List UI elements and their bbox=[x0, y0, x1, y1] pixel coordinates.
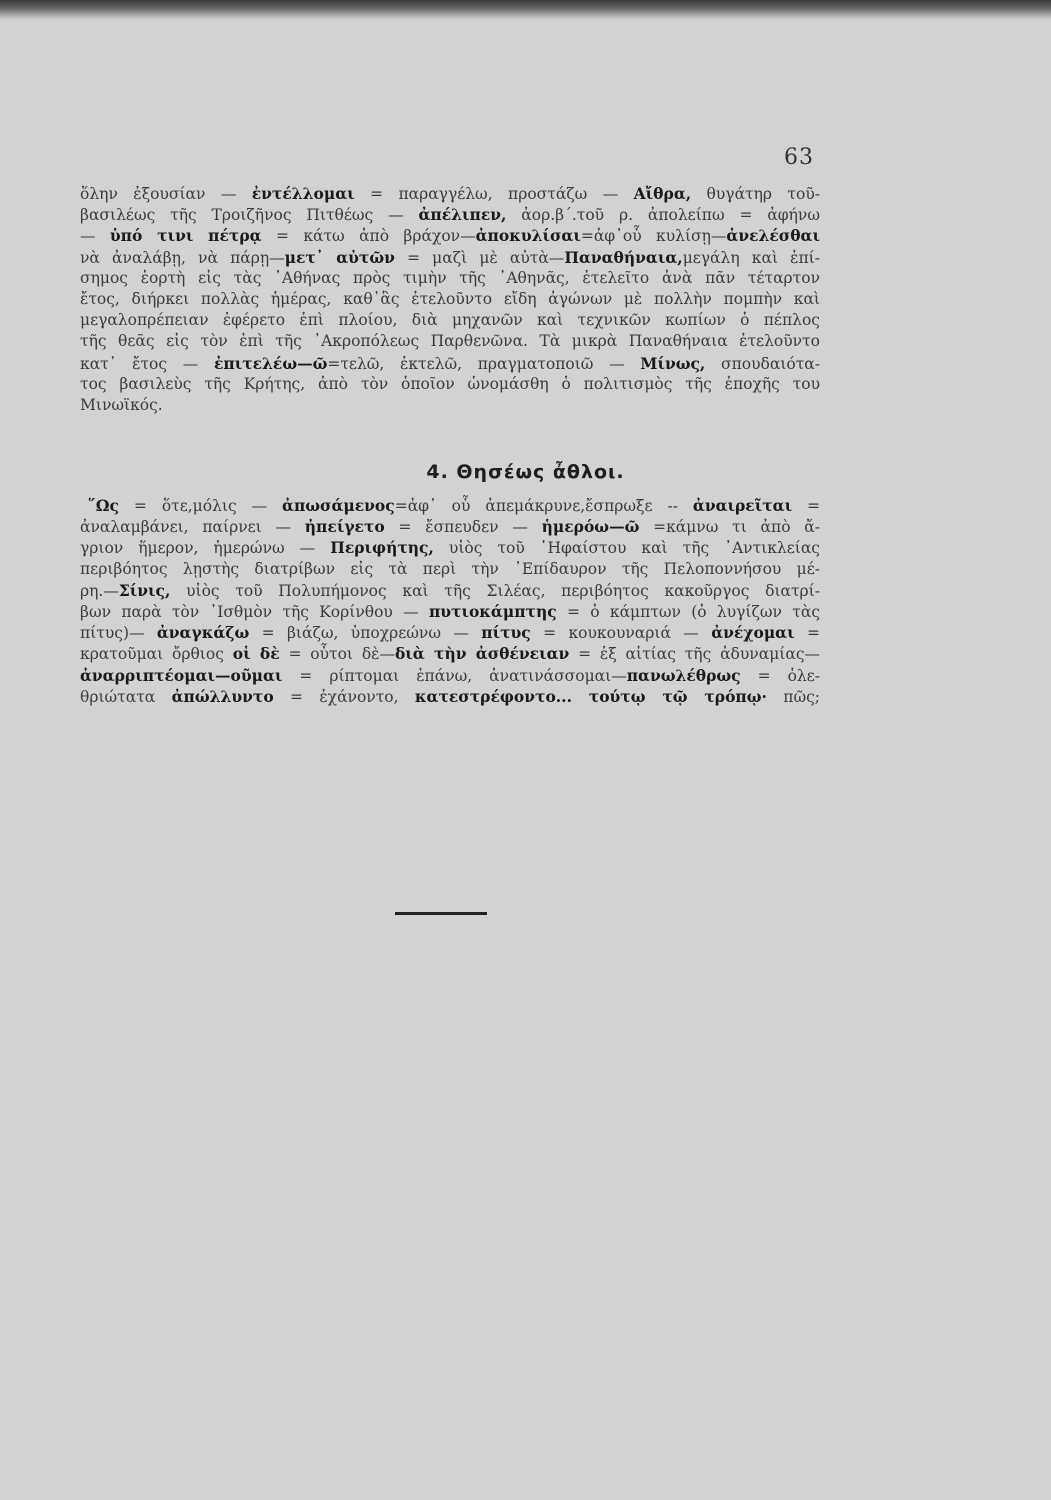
text-run: — bbox=[80, 227, 110, 246]
text-run: τῆς θεᾶς εἰς τὸν ἐπὶ τῆς ᾽Ακροπόλεως Παρθενῶνα. Τὰ μικρὰ Παναθήναια ἐτελοῦντο bbox=[80, 332, 820, 351]
glossary-line bbox=[80, 268, 820, 289]
scan-top-edge bbox=[0, 0, 1051, 20]
glossary-term: ἐπιτελέω—ῶ bbox=[213, 353, 328, 373]
text-run: = κουκουναριά — bbox=[530, 624, 712, 643]
glossary-term: Σίνις, bbox=[118, 580, 171, 600]
glossary-term: πανωλέθρως bbox=[626, 665, 741, 685]
glossary-line bbox=[80, 353, 820, 374]
text-run: σπουδαιότα- bbox=[705, 354, 821, 373]
glossary-line bbox=[80, 289, 820, 310]
text-run: = παραγγέλω, προστάζω — bbox=[354, 185, 634, 203]
text-run: βων παρὰ τὸν ᾽Ισθμὸν τῆς Κορίνθου — bbox=[80, 602, 429, 621]
text-run: σημος ἑορτὴ εἰς τὰς ᾽Αθήνας πρὸς τιμὴν τῆς ᾽Αθηνᾶς, ἐτελεῖτο ἀνὰ πᾶν τέταρτον bbox=[80, 268, 820, 287]
text-run: τος βασιλεὺς τῆς Κρήτης, ἀπὸ τὸν ὁποῖον ὠνομάσθη ὁ πολιτισμὸς τῆς ἐποχῆς του bbox=[80, 374, 820, 393]
text-run: ἀναλαμβάνει, παίρνει — bbox=[80, 518, 305, 537]
section-line bbox=[80, 622, 820, 643]
glossary-term: πίτυς bbox=[481, 623, 531, 643]
glossary-term: ἀναιρεῖται bbox=[692, 496, 793, 515]
glossary-term: κατεστρέφοντο... τούτῳ τῷ τρόπῳ· bbox=[414, 686, 767, 706]
section-line bbox=[80, 559, 820, 580]
glossary-term: ἀναγκάζω bbox=[156, 623, 250, 643]
glossary-term: οἱ δὲ bbox=[232, 644, 280, 664]
glossary-line bbox=[80, 204, 820, 225]
section-line bbox=[80, 580, 820, 601]
glossary-term: ἀνέχομαι bbox=[711, 623, 795, 643]
text-run: = ὅτε,μόλις — bbox=[119, 497, 283, 515]
text-run: κρατοῦμαι ὄρθιος bbox=[80, 645, 233, 664]
text-run: μεγαλοπρέπειαν ἐφέρετο ἐπὶ πλοίου, διὰ μηχανῶν καὶ τεχνικῶν κωπίων ὁ πέπλος bbox=[80, 311, 820, 330]
section-line bbox=[80, 686, 820, 707]
glossary-term: ἐντέλλομαι bbox=[251, 184, 355, 203]
text-run: ἔτος, διήρκει πολλὰς ἡμέρας, καθ᾽ἃς ἐτελοῦντο εἴδη ἀγώνων μὲ πολλὴν πομπὴν καὶ bbox=[80, 289, 820, 308]
glossary-term: ἀπέλιπεν, bbox=[418, 205, 507, 225]
text-run: υἱὸς τοῦ ῾Ηφαίστου καὶ τῆς ᾽Αντικλείας bbox=[433, 539, 820, 558]
text-run: νὰ ἀναλάβῃ, νὰ πάρῃ— bbox=[80, 248, 285, 267]
text-run: =κάμνω τι ἀπὸ ἄ- bbox=[639, 518, 821, 537]
text-run: ὅλην ἐξουσίαν — bbox=[80, 185, 252, 203]
glossary-term: ἀνελέσθαι bbox=[726, 226, 820, 246]
text-run: =ἀφ᾽οὗ κυλίσῃ— bbox=[580, 227, 727, 246]
glossary-paragraph bbox=[80, 183, 820, 416]
text-run: =ἀφ᾽ οὗ ἀπεμάκρυνε,ἔσπρωξε -- bbox=[394, 497, 693, 515]
glossary-term: Περιφήτης, bbox=[330, 538, 434, 558]
glossary-term: ἀποκυλίσαι bbox=[475, 226, 581, 246]
text-run: ρη.— bbox=[80, 581, 119, 600]
glossary-line bbox=[80, 247, 820, 268]
section-end-rule bbox=[395, 912, 487, 915]
text-run: ἀορ.β΄.τοῦ ρ. ἀπολείπω = ἀφήνω bbox=[506, 206, 820, 225]
text-run: περιβόητος λῃστὴς διατρίβων εἰς τὰ περὶ τὴν ᾽Επίδαυρον τῆς Πελοποννήσου μέ- bbox=[80, 559, 820, 578]
text-run: = βιάζω, ὑποχρεώνω — bbox=[249, 624, 482, 643]
text-run: = μαζὶ μὲ αὐτὰ— bbox=[394, 248, 565, 267]
text-run: = ὀλε- bbox=[740, 666, 820, 685]
text-run: = ἐχάνοντο, bbox=[273, 687, 415, 706]
text-run: μεγάλη καὶ ἐπί- bbox=[682, 248, 820, 267]
glossary-term: ὑπό τινι πέτρᾳ bbox=[109, 226, 262, 246]
glossary-term: ἡμερόω—ῶ bbox=[541, 517, 640, 537]
glossary-term: ἠπείγετο bbox=[304, 517, 385, 537]
glossary-term: Παναθήναια, bbox=[564, 247, 683, 267]
text-run: κατ᾽ ἔτος — bbox=[80, 354, 214, 373]
section-line bbox=[80, 516, 820, 537]
glossary-line bbox=[80, 331, 820, 352]
text-run: = bbox=[794, 624, 820, 643]
text-run: πίτυς)— bbox=[80, 624, 157, 643]
glossary-term: Μίνως, bbox=[640, 353, 706, 373]
section-line bbox=[80, 665, 820, 686]
section-line bbox=[80, 495, 820, 516]
glossary-line bbox=[80, 310, 820, 331]
text-run: υἱὸς τοῦ Πολυπήμονος καὶ τῆς Σιλέας, περιβόητος κακοῦργος διατρί- bbox=[170, 581, 820, 600]
text-run: = οὗτοι δὲ— bbox=[279, 645, 395, 664]
section-paragraph bbox=[80, 495, 820, 707]
glossary-term: ἀναρριπτέομαι—οῦμαι bbox=[80, 665, 283, 685]
text-run: = ρίπτομαι ἐπάνω, ἀνατινάσσομαι— bbox=[282, 666, 627, 685]
text-run: =τελῶ, ἐκτελῶ, πραγματοποιῶ — bbox=[327, 354, 641, 373]
glossary-line bbox=[80, 395, 820, 416]
glossary-term: ῞Ως bbox=[88, 496, 119, 515]
glossary-term: πυτιοκάμπτης bbox=[428, 601, 557, 621]
section-line bbox=[80, 537, 820, 558]
text-run: βασιλέως τῆς Τροιζῆνος Πιτθέως — bbox=[80, 206, 419, 225]
glossary-line bbox=[80, 374, 820, 395]
text-run: = bbox=[792, 497, 820, 515]
glossary-term: Αἴθρα, bbox=[633, 184, 692, 203]
text-run: Μινωϊκός. bbox=[80, 395, 163, 414]
section-heading: 4. Θησέως ἆθλοι. bbox=[426, 461, 625, 483]
text-run: θριώτατα bbox=[80, 687, 172, 706]
section-line bbox=[80, 643, 820, 664]
page-number: 63 bbox=[784, 145, 814, 170]
text-run: = ἐξ αἰτίας τῆς ἀδυναμίας— bbox=[569, 645, 820, 664]
glossary-term: ἀπώλλυντο bbox=[171, 686, 274, 706]
glossary-term: μετ᾽ αὐτῶν bbox=[284, 247, 395, 267]
glossary-line bbox=[80, 225, 820, 246]
text-run: = ὁ κάμπτων (ὁ λυγίζων τὰς bbox=[556, 602, 820, 621]
glossary-term: ἀπωσάμενος bbox=[282, 496, 395, 515]
section-line bbox=[80, 601, 820, 622]
glossary-line bbox=[80, 183, 820, 204]
text-run: πῶς; bbox=[766, 687, 821, 706]
text-run: = κάτω ἀπὸ βράχον— bbox=[261, 227, 476, 246]
text-run: θυγάτηρ τοῦ- bbox=[691, 185, 820, 203]
text-run: = ἔσπευδεν — bbox=[384, 518, 542, 537]
text-run: γριον ἥμερον, ἡμερώνω — bbox=[80, 539, 331, 558]
glossary-term: διὰ τὴν ἀσθένειαν bbox=[394, 644, 570, 664]
